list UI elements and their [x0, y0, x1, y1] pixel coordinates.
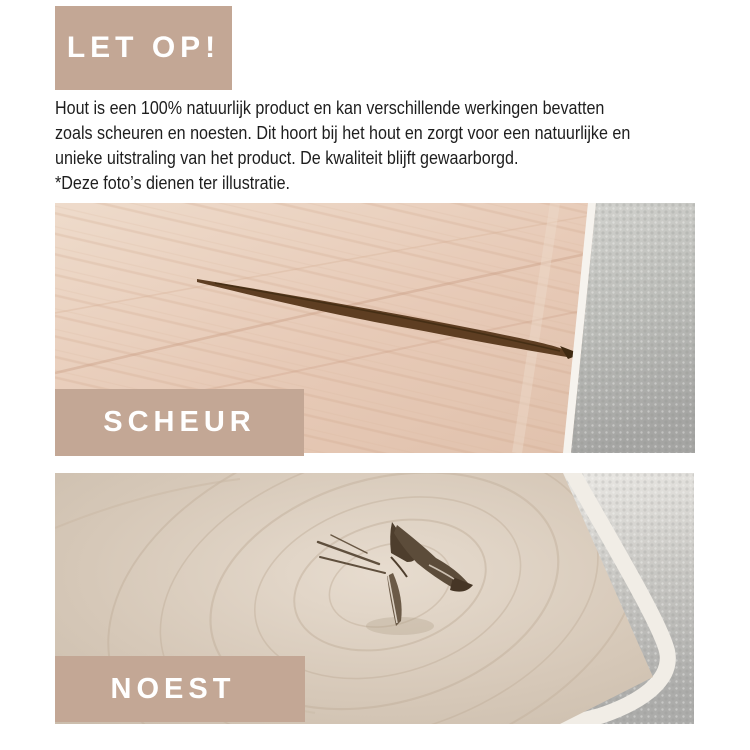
attention-banner	[55, 6, 232, 90]
intro-line: zoals scheuren en noesten. Dit hoort bij het hout en zorgt voor een natuurlijke en	[55, 122, 631, 143]
noest-label-text: NOEST	[110, 672, 236, 705]
intro-line: unieke uitstraling van het product. De kwaliteit blijft gewaarborgd.	[55, 147, 519, 168]
scheur-label-text: SCHEUR	[103, 406, 256, 438]
attention-banner-label: LET OP!	[66, 31, 221, 64]
scheur-label	[55, 389, 304, 456]
intro-line: *Deze foto’s dienen ter illustratie.	[55, 172, 291, 193]
intro-line: Hout is een 100% natuurlijk product en kan verschillende werkingen bevatten	[55, 97, 605, 118]
intro-paragraph	[55, 95, 715, 195]
noest-label	[55, 656, 305, 722]
